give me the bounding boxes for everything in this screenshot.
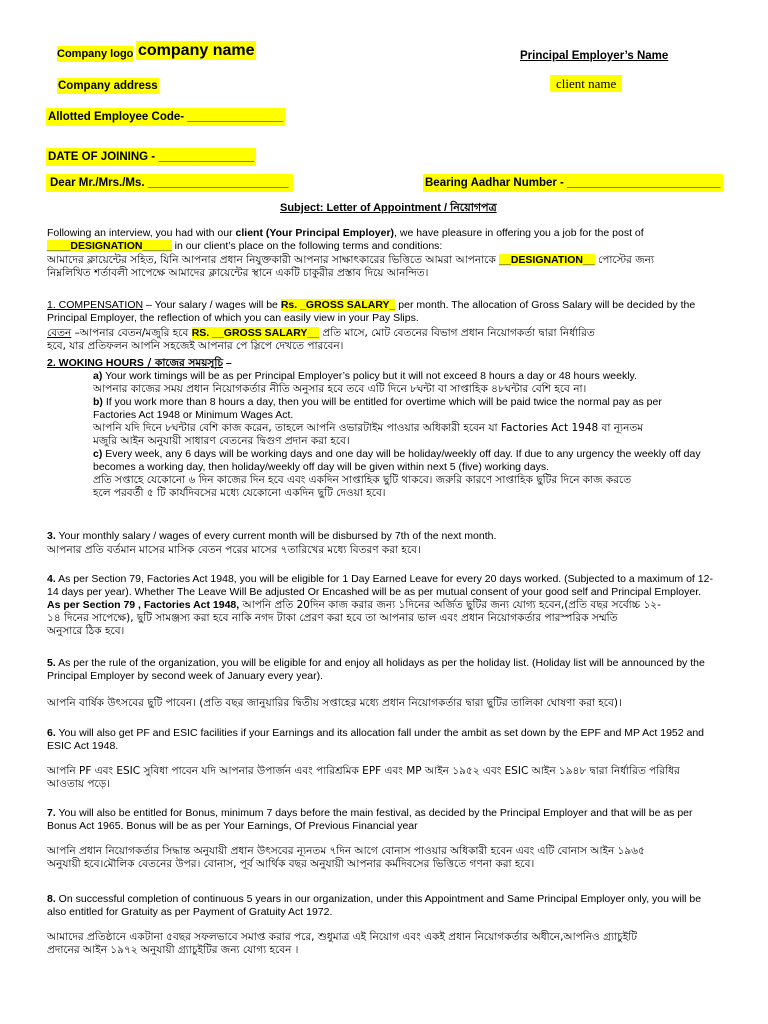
working-hours-heading: 2. WOKING HOURS [47, 357, 144, 369]
clause-4-bengali-1: আপনি প্রতি 20দিন কাজ করার জন্য ১দিনের অর্জিত ছুটির জন্য যোগ্য হবেন,(প্রতি বছর সর্বোচ্চ ১২- [239, 599, 661, 611]
working-hours-dash: – [222, 357, 232, 369]
clause-a-label: a) [93, 370, 103, 382]
client-name: client name [550, 75, 622, 92]
clause-7-text-2: Bonus Act 1965. Bonus will be as per Your Earnings, Of Previous Financial year [47, 820, 418, 832]
gross-salary-field-bengali: RS. __GROSS SALARY__ [191, 327, 320, 339]
gross-salary-field: Rs. _GROSS SALARY_ [280, 299, 396, 311]
intro-text-3: in our client’s place on the following terms and conditions: [171, 240, 443, 252]
compensation-text-2: per month. The allocation of Gross Salary will be decided by the [395, 299, 696, 311]
clause-3-text: Your monthly salary / wages of every current month will be disbursed by 7th of the next month. [55, 530, 497, 542]
employer-heading: Principal Employer’s Name [520, 50, 669, 62]
clause-3-bengali: আপনার প্রতি বর্তমান মাসের মাসিক বেতন পরের মাসের ৭তারিখের মধ্যে বিতরণ করা হবে। [47, 544, 421, 556]
company-name: company name [138, 42, 255, 59]
date-of-joining: DATE OF JOINING - _______________ [46, 148, 256, 166]
allotted-employee-code: Allotted Employee Code- _______________ [46, 108, 285, 126]
intro-paragraph [47, 227, 723, 280]
clause-c-text-2: becomes a working day, then holiday/weekly off day will be given within next 5 (five) working days. [93, 461, 550, 473]
clause-7-text: You will also be entitled for Bonus, minimum 7 days before the main festival, as decided by the Principal Employer and that will be as per [55, 807, 693, 819]
clause-7-bengali-1: আপনি প্রধান নিয়োগকর্তার সিদ্ধান্ত অনুযায়ী প্রধান উৎসবের ন্যূনতম ৭দিন আগে বোনাস পাওয়ার অধিকারী হবেন এবং এটি বোনাস আইন ১৯৬৫ [47, 845, 645, 857]
clause-5 [47, 657, 723, 710]
intro-text: Following an interview, you had with our [47, 227, 233, 239]
working-hours-section [47, 357, 723, 500]
clause-c-label: c) [93, 448, 103, 460]
clause-6-text-2: ESIC Act 1948. [47, 740, 119, 752]
clause-c-text: Every week, any 6 days will be working days and one day will be holiday/weekly off day. If due to any urgency the weekly off day [102, 448, 701, 460]
intro-client-bold: client (Your Principal Employer) [235, 227, 395, 239]
clause-4-text: As per Section 79, Factories Act 1948, you will be eligible for 1 Day Earned Leave for every 20 days worked. (Subjected to a maximum of 12- [55, 573, 713, 585]
company-logo [57, 44, 133, 62]
compensation-text: – Your salary / wages will be [143, 299, 281, 311]
clause-b-label: b) [93, 396, 103, 408]
clause-4-number: 4. [47, 573, 56, 585]
compensation-text-3: Principal Employer, the reflection of which you can easily view in your Pay Slips. [47, 312, 419, 324]
clause-8-number: 8. [47, 893, 56, 905]
designation-field: ____DESIGNATION_____ [47, 240, 172, 252]
clause-a-text: Your work timings will be as per Principal Employer’s policy but it will not exceed 8 hours a day or 48 hours weekly. [102, 370, 637, 382]
intro-bengali-2: পোস্টের জন্য [594, 254, 654, 266]
clause-6-bengali-1: আপনি PF এবং ESIC সুবিধা পাবেন যদি আপনার উপার্জন এবং পারিশ্রমিক EPF এবং MP আইন ১৯৫২ এবং ESIC আইন ১৯৪৮ দ্বারা নির্ধারিত পরিধির [47, 765, 680, 777]
subject-line: Subject: Letter of Appointment / নিয়োগপত্র [280, 202, 497, 214]
clause-a-bengali: আপনার কাজের সময় প্রধান নিয়োগকর্তার নীতি অনুসার হবে তবে এটি দিনে ৮ঘন্টা বা সাপ্তাহিক ৪৮ঘন্টার বেশি হবে না। [93, 383, 587, 395]
company-address: Company address [58, 80, 158, 92]
aadhar-number: Bearing Aadhar Number - ________________________ [423, 174, 723, 192]
clause-7 [47, 807, 723, 871]
intro-text-2: , we have pleasure in offering you a job for the post of [394, 227, 644, 239]
intro-bengali-3: নিম্নলিখিত শর্তাবলী সাপেক্ষে আমাদের ক্লায়েন্টের স্থানে একটি চাকুরীর প্রস্তাব দিয়ে আনন্দিত। [47, 267, 429, 279]
compensation-bengali-label: বেতন [47, 327, 72, 339]
clause-8-text: On successful completion of continuous 5 years in our organization, under this Appointment and Same Principal Employer only, you will be [55, 893, 702, 905]
clause-5-bengali: আপনি বার্ষিক উৎসবের ছুটি পাবেন। (প্রতি বছর জানুয়ারির দ্বিতীয় সপ্তাহের মধ্যে প্রধান নিয়োগকর্তার দ্বারা ছুটির তালিকা ঘোষণা করা হবে)। [47, 697, 622, 709]
clause-8-text-2: also entitled for Gratuity as per Payment of Gratuity Act 1972. [47, 906, 333, 918]
clause-8-bengali-1: আমাদের প্রতিষ্ঠানে একটানা ৫বছর সফলভাবে সমাপ্ত করার পরে, শুধুমাত্র এই নিয়োগ এবং একই প্রধান নিয়োগকর্তার অধীনে,আপনিও গ্র্যাচুইটি [47, 931, 637, 943]
clause-b-text: If you work more than 8 hours a day, then you will be entitled for overtime which will be paid twice the normal pay as per [102, 396, 662, 408]
clause-c-bengali-2: হলে পরবর্তী ৫ টি কার্যদিবসের মধ্যে যেকোনো একদিন ছুটি দেওয়া হবে। [93, 487, 386, 499]
clause-4 [47, 573, 723, 638]
clause-7-bengali-2: অনুযায়ী হবে।মৌলিক বেতনের উপর। বোনাস, পূর্ব আর্থিক বছর অনুযায়ী আপনার কর্মদিবসের ভিত্তিতে গণনা করা হবে। [47, 858, 535, 870]
clause-5-text-2: Principal Employer by second week of January every year). [47, 670, 324, 682]
compensation-heading: 1. COMPENSATION [47, 299, 144, 311]
clause-8 [47, 893, 723, 957]
clause-4-text-2: 14 days per year). Whether The Leave Will Be adjusted Or Encashed will be as per mutual consent of your good self and Principal Employer. [47, 586, 702, 598]
clause-5-number: 5. [47, 657, 56, 669]
clause-3-number: 3. [47, 530, 56, 542]
clause-b-bengali-1: আপনি যদি দিনে ৮ঘন্টার বেশি কাজ করেন, তাহলে আপনি ওভারটাইম পাওয়ার অধিকারী হবেন যা Factories Act 1948 বা ন্যূনতম [93, 422, 644, 434]
clause-6-text: You will also get PF and ESIC facilities if your Earnings and its allocation fall under the ambit as set down by the EPF and MP Act 1952 and [55, 727, 705, 739]
clause-7-number: 7. [47, 807, 56, 819]
clause-4-bengali-2: ১৪ দিনের সাপেক্ষে), ছুটি সামঞ্জস্য করা হবে নাকি নগদ টাকা প্রেরণ করা হবে তা আপনার ভাল এবং প্রধান নিয়োগকর্তার পারস্পরিক সম্মতি [47, 612, 618, 624]
designation-field-bengali: __DESIGNATION__ [499, 254, 595, 266]
company-logo-label: Company logo [57, 48, 134, 60]
clause-6 [47, 727, 723, 791]
dear-salutation: Dear Mr./Mrs./Ms. ______________________ [46, 174, 293, 192]
clause-b-text-2: Factories Act 1948 or Minimum Wages Act. [93, 409, 294, 421]
clause-6-bengali-2: আওতায় পড়ে। [47, 778, 111, 790]
intro-bengali-1: আমাদের ক্লায়েন্টের সহিত, যিনি আপনার প্রধান নিযুক্তকারী আপনার সাক্ষাৎকারের ভিত্তিতে আমরা আপনাকে [47, 254, 496, 266]
compensation-bengali-3: হবে, যার প্রতিফলন আপনি সহজেই আপনার পে স্লিপে দেখতে পারবেন। [47, 340, 344, 352]
clause-c-bengali-1: প্রতি সপ্তাহে যেকোনো ৬ দিন কাজের দিন হবে এবং একদিন সাপ্তাহিক ছুটি থাকবে। জরুরি কারণে সাপ্তাহিক ছুটির দিনে কাজ করতে [93, 474, 632, 486]
clause-5-text: As per the rule of the organization, you will be eligible for and enjoy all holidays as per the holiday list. (Holiday list will be announced by the [55, 657, 705, 669]
clause-4-bengali-3: অনুসারে ঠিক হবে। [47, 625, 125, 637]
clause-8-bengali-2: প্রদানের আইন ১৯৭২ অনুযায়ী গ্র্যাচুইটির জন্য যোগ্য হবেন । [47, 944, 299, 956]
clause-3 [47, 530, 723, 557]
compensation-section [47, 299, 723, 353]
clause-b-bengali-2: মজুরি আইন অনুযায়ী সাধারণ বেতনের দ্বিগুণ প্রদান করা হবে। [93, 435, 350, 447]
working-hours-heading-bengali: / কাজের সময়সূচি [143, 357, 223, 369]
clause-6-number: 6. [47, 727, 56, 739]
clause-4-bold: As per Section 79 , Factories Act 1948, [47, 599, 240, 611]
compensation-bengali-2: প্রতি মাসে, মোট বেতনের বিভাগ প্রধান নিয়োগকর্তা দ্বারা নির্ধারিত [319, 327, 595, 339]
compensation-bengali-1: –আপনার বেতন/মজুরি হবে [71, 327, 192, 339]
